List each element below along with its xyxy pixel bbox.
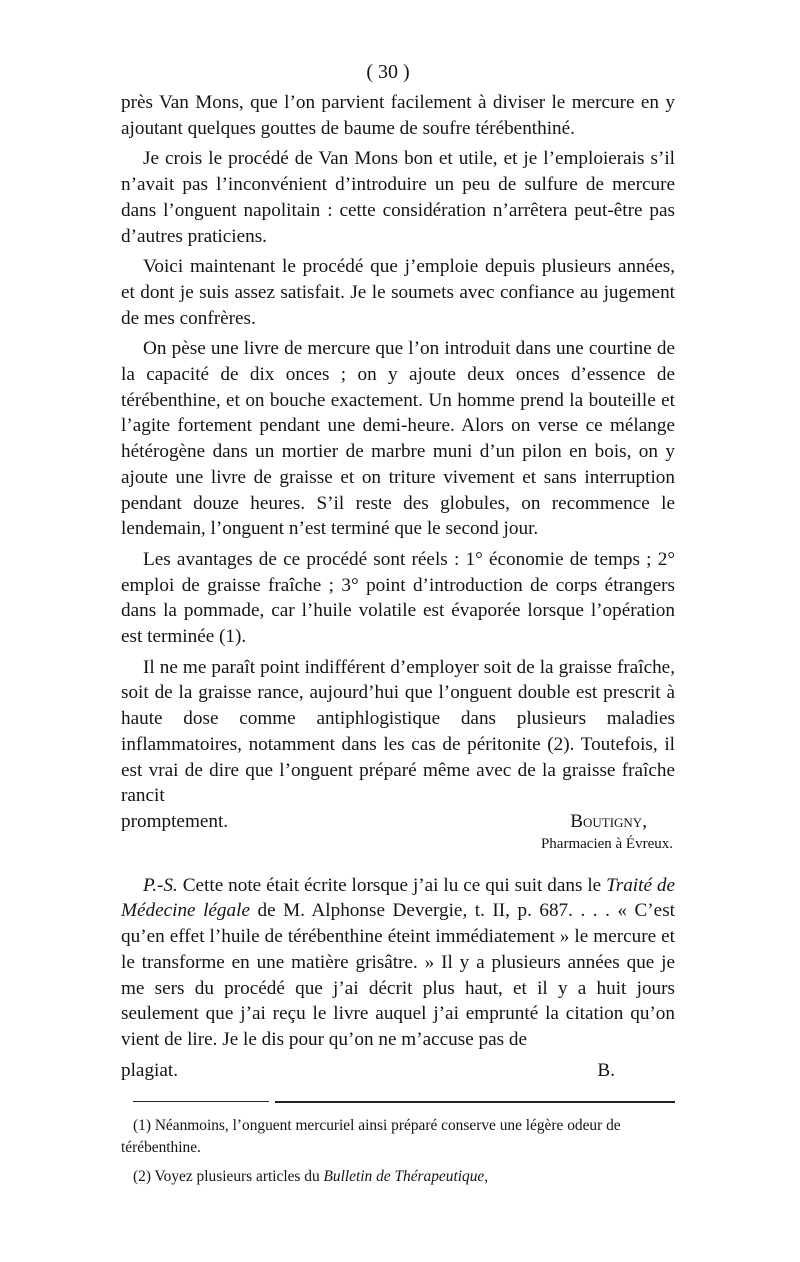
footnote-2 [121,1166,675,1188]
footnote-1 [121,1115,675,1159]
page-number: ( 30 ) [366,61,410,83]
postscript-initial: B. [597,1059,615,1081]
closing-word: promptement. [121,810,229,832]
footnote-rule-short [133,1101,269,1102]
signature-line [121,809,675,835]
paragraph: Il ne me paraît point indifférent d’employer soit de la graisse fraîche, soit de la graisse rance, aujourd’hui que l’onguent double est prescrit à haute dose comme antiphlogistique dans plusieurs maladies inflammatoires, notamment dans les cas de péritonite (2). Toutefois, il est vrai de dire que l’onguent préparé même avec de la graisse fraîche rancit [121,656,675,807]
signature-name: Boutigny, [570,810,647,832]
postscript-text: Cette note était écrite lorsque j’ai lu ce qui suit dans le [182,874,602,896]
postscript [121,873,675,1053]
signature-place: Pharmacien à Évreux. [540,835,673,852]
footnote-mark: (2) [133,1168,151,1186]
footnote-rule [133,1101,675,1109]
postscript-text: de M. Alphonse Devergie, t. II, p. 687. . . . « C’est qu’en effet l’huile de térébenthine éteint immédiatement » le mercure et le transforme en une matière grisâtre. » Il y a plusieurs années que je me sers du procédé que j’ai décrit plus haut, et il y a huit jours seulement que j’ai reçu le livre auquel j’ai emprunté la citation qu’on vient de lire. Je le dis pour qu’on ne m’accuse pas de [121,900,675,1050]
postscript-label: P.-S. [143,874,178,896]
footnote-punctuation: , [484,1168,489,1186]
paragraph: Voici maintenant le procédé que j’emploie depuis plusieurs années, et dont je suis assez satisfait. Je le soumets avec confiance au jugement de mes confrères. [121,256,675,329]
footnote-text: Voyez plusieurs articles du [154,1168,320,1186]
footnote-mark: (1) [133,1117,151,1135]
paragraph: Les avantages de ce procédé sont réels : 1° économie de temps ; 2° emploi de graisse fraîche ; 3° point d’introduction de corps étrangers dans la pommade, car l’huile volatile est évaporée lorsque l’opération est terminée (1). [121,548,675,648]
cited-work-title: Traité de Médecine légale [121,874,675,922]
paragraph: Je crois le procédé de Van Mons bon et utile, et je l’emploierais s’il n’avait pas l’inconvénient d’introduire un peu de sulfure de mercure dans l’onguent napolitain : cette considération n’arrêtera peut-être pas d’autres praticiens. [121,148,675,247]
page [121,58,675,1195]
postscript-last-word: plagiat. [121,1059,179,1081]
postscript-end [121,1058,675,1084]
paragraph: On pèse une livre de mercure que l’on introduit dans une courtine de la capacité de dix onces ; on y ajoute deux onces d’essence de térébenthine, et on bouche exactement. Un homme prend la bouteille et l’agite fortement pendant une demi-heure. Alors on verse ce mélange hétérogène dans un mortier de marbre muni d’un pilon en bois, on y ajoute une livre de graisse et on triture vivement et sans interruption pendant douze heures. S’il reste des globules, on recommence le lendemain, l’onguent n’est terminé que le second jour. [121,338,675,540]
main-text [121,90,675,1083]
footnote-text: Néanmoins, l’onguent mercuriel ainsi préparé conserve une légère odeur de térébenthine. [121,1117,621,1157]
footnote-rule-long [275,1101,675,1103]
paragraph: près Van Mons, que l’on parvient facilement à diviser le mercure en y ajoutant quelques gouttes de baume de soufre térébenthiné. [121,92,675,139]
footnotes [121,1115,675,1188]
journal-title: Bulletin de Thérapeutique [323,1168,485,1186]
